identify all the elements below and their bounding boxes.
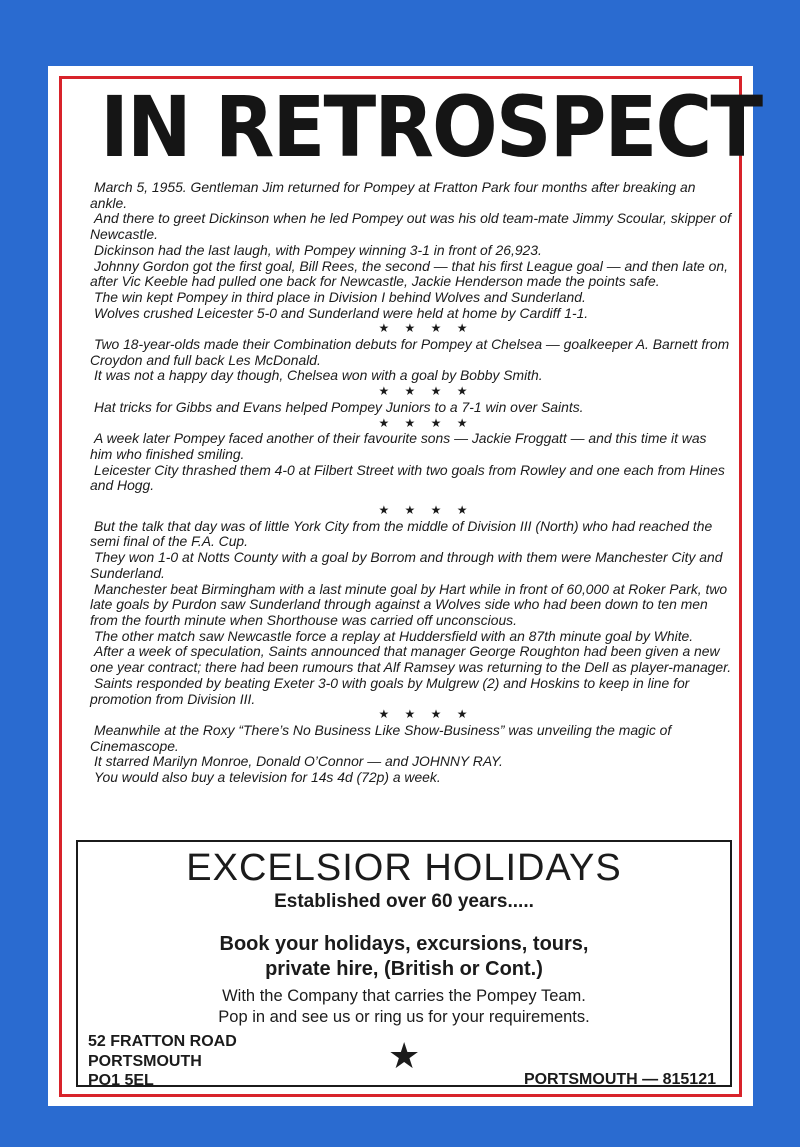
advert-body-line: With the Company that carries the Pompey Team. [222, 987, 586, 1005]
advert-booking-line: private hire, (British or Cont.) [265, 958, 543, 980]
paragraph: Johnny Gordon got the first goal, Bill Rees, the second — that his first League goal — and then late on, after Vic Keeble had pulled one back for Newcastle, Jackie Henderson made the points safe. [90, 257, 728, 290]
advert-headline: EXCELSIOR HOLIDAYS [186, 847, 622, 889]
advert-address [88, 1032, 237, 1091]
paragraph: March 5, 1955. Gentleman Jim returned for Pompey at Fratton Park four months after breaking an ankle. [90, 179, 696, 211]
paragraph: Two 18-year-olds made their Combination debuts for Pompey at Chelsea — goalkeeper A. Barnett from Croydon and full back Les McDonald. [90, 336, 730, 368]
paragraph: Wolves crushed Leicester 5-0 and Sunderland were held at home by Cardiff 1-1. [94, 304, 589, 321]
paragraph: But the talk that day was of little York City from the middle of Division III (North) who had reached the semi final of the F.A. Cup. [90, 517, 713, 550]
paragraph: A week later Pompey faced another of their favourite sons — Jackie Froggatt — and this time it was him who finished smiling. [90, 430, 707, 462]
page-title: IN RETROSPECT [100, 78, 762, 176]
paragraph: Meanwhile at the Roxy “There’s No Business Like Show-Business” was unveiling the magic of Cinemascope. [90, 721, 672, 754]
star-icon: ★ [388, 1035, 421, 1076]
paragraph: Leicester City thrashed them 4-0 at Filbert Street with two goals from Rowley and one each from Hines and Hogg. [90, 461, 725, 494]
star-separator: ★ ★ ★ ★ [378, 707, 474, 722]
advert-booking-line: Book your holidays, excursions, tours, [219, 933, 589, 955]
address-line: PORTSMOUTH [88, 1052, 202, 1070]
paragraph: After a week of speculation, Saints announced that manager George Roughton had been given a new one year contract; there had been rumours that Alf Ramsey was returning to the Dell as player-manager. [90, 643, 732, 676]
paragraph: Dickinson had the last laugh, with Pompey winning 3-1 in front of 26,923. [94, 241, 542, 258]
advert-established: Established over 60 years..... [274, 891, 534, 912]
star-separator: ★ ★ ★ ★ [378, 503, 474, 518]
paragraph: Saints responded by beating Exeter 3-0 with goals by Mulgrew (2) and Hoskins to keep in line for promotion from Division III. [90, 674, 690, 707]
paragraph: The other match saw Newcastle force a replay at Huddersfield with an 87th minute goal by White. [94, 627, 694, 644]
article-body [90, 180, 732, 786]
paragraph: It starred Marilyn Monroe, Donald O’Connor — and JOHNNY RAY. [94, 753, 503, 770]
excelsior-holidays-advert [76, 840, 732, 1087]
address-line: PO1 5EL [88, 1072, 154, 1089]
paragraph: You would also buy a television for 14s 4d (72p) a week. [94, 769, 441, 786]
address-line: 52 FRATTON ROAD [88, 1033, 237, 1050]
advert-phone: PORTSMOUTH — 815121 [523, 1071, 716, 1088]
paragraph: Manchester beat Birmingham with a last minute goal by Hart while in front of 60,000 at Roker Park, two late goals by Purdon saw Sunderland through against a Wolves side who had been down to ten men from the fourth minute when Shorthouse was carried off unconscious. [90, 580, 728, 628]
paragraph: Hat tricks for Gibbs and Evans helped Pompey Juniors to a 7-1 win over Saints. [94, 398, 584, 415]
advert-body-line: Pop in and see us or ring us for your requirements. [218, 1008, 590, 1026]
star-separator: ★ ★ ★ ★ [378, 321, 474, 336]
paragraph: And there to greet Dickinson when he led Pompey out was his old team-mate Jimmy Scoular, skipper of Newcastle. [90, 210, 731, 243]
paragraph: It was not a happy day though, Chelsea won with a goal by Bobby Smith. [94, 367, 543, 384]
star-separator: ★ ★ ★ ★ [378, 384, 474, 399]
paragraph: The win kept Pompey in third place in Division I behind Wolves and Sunderland. [94, 288, 586, 305]
programme-page [48, 66, 762, 1106]
advert-booking-text [78, 932, 730, 982]
advert-body-text [78, 986, 730, 1028]
paragraph: They won 1-0 at Notts County with a goal by Borrom and through with them were Manchester City and Sunderland. [90, 549, 723, 581]
star-separator: ★ ★ ★ ★ [378, 415, 474, 430]
